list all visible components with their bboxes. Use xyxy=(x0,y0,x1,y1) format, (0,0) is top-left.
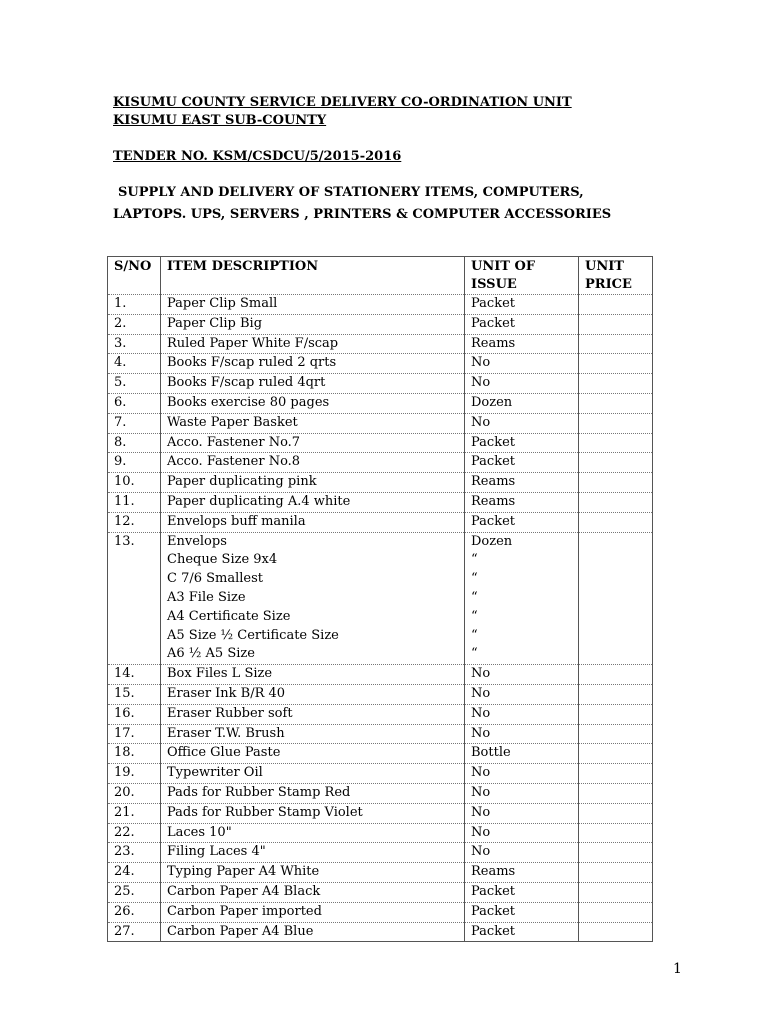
table-row xyxy=(108,492,653,512)
row-sno: 5. xyxy=(108,374,161,394)
row-description: Books exercise 80 pages xyxy=(161,393,465,413)
table-row xyxy=(108,922,653,942)
row-sno: 15. xyxy=(108,684,161,704)
items-table xyxy=(107,256,653,942)
row-unit-price xyxy=(579,823,653,843)
row-unit-price xyxy=(579,783,653,803)
table-row xyxy=(108,863,653,883)
row-unit-price xyxy=(579,433,653,453)
row-unit-of-issue: Reams xyxy=(465,492,579,512)
row-unit-price xyxy=(579,882,653,902)
table-row xyxy=(108,473,653,493)
row-sno: 9. xyxy=(108,453,161,473)
row-unit-line: “ xyxy=(471,608,478,624)
row-sno: 22. xyxy=(108,823,161,843)
row-unit-price xyxy=(579,512,653,532)
row-unit-price xyxy=(579,684,653,704)
row-unit-price xyxy=(579,922,653,942)
row-sno: 10. xyxy=(108,473,161,493)
row-description: Eraser T.W. Brush xyxy=(161,724,465,744)
row-sno: 11. xyxy=(108,492,161,512)
table-row xyxy=(108,882,653,902)
row-unit-of-issue: Reams xyxy=(465,334,579,354)
row-unit-line: “ xyxy=(471,646,478,662)
row-unit-price xyxy=(579,314,653,334)
table-row xyxy=(108,453,653,473)
table-row xyxy=(108,724,653,744)
table-row xyxy=(108,843,653,863)
table-header-row xyxy=(108,257,653,295)
row-sno: 6. xyxy=(108,393,161,413)
table-row xyxy=(108,413,653,433)
row-unit-of-issue: Packet xyxy=(465,922,579,942)
row-description: Paper duplicating A.4 white xyxy=(161,492,465,512)
row-sno: 14. xyxy=(108,665,161,685)
header-unit-line-2: ISSUE xyxy=(471,277,517,292)
title-line-2: KISUMU EAST SUB-COUNTY xyxy=(113,113,327,128)
row-description: Carbon Paper imported xyxy=(161,902,465,922)
row-unit-of-issue: No xyxy=(465,783,579,803)
header-unit-line-1: UNIT OF xyxy=(471,259,536,274)
row-unit-line: “ xyxy=(471,589,478,605)
row-description: Books F/scap ruled 4qrt xyxy=(161,374,465,394)
row-description-line: Cheque Size 9x4 xyxy=(167,552,278,568)
table-row xyxy=(108,902,653,922)
row-sno: 3. xyxy=(108,334,161,354)
row-description: Typewriter Oil xyxy=(161,764,465,784)
row-sno: 25. xyxy=(108,882,161,902)
subject-line-2: LAPTOPS. UPS, SERVERS , PRINTERS & COMPUTER ACCESSORIES xyxy=(113,207,612,222)
table-row xyxy=(108,334,653,354)
table-row xyxy=(108,823,653,843)
row-description: Box Files L Size xyxy=(161,665,465,685)
table-row xyxy=(108,512,653,532)
tender-number: TENDER NO. KSM/CSDCU/5/2015-2016 xyxy=(113,149,402,164)
row-unit-of-issue: No xyxy=(465,764,579,784)
table-row xyxy=(108,684,653,704)
row-unit-of-issue xyxy=(465,532,579,665)
header-sno: S/NO xyxy=(108,257,161,295)
row-description-line: Envelops xyxy=(167,533,227,549)
row-description: Filing Laces 4" xyxy=(161,843,465,863)
row-unit-of-issue: No xyxy=(465,823,579,843)
row-unit-of-issue: No xyxy=(465,724,579,744)
row-description: Books F/scap ruled 2 qrts xyxy=(161,354,465,374)
row-description: Pads for Rubber Stamp Violet xyxy=(161,803,465,823)
table-row xyxy=(108,803,653,823)
header-description: ITEM DESCRIPTION xyxy=(161,257,465,295)
table-row xyxy=(108,704,653,724)
tender-subject xyxy=(113,182,611,226)
row-unit-of-issue: No xyxy=(465,843,579,863)
row-description-line: A4 Certificate Size xyxy=(167,608,291,624)
row-unit-price xyxy=(579,902,653,922)
row-unit-price xyxy=(579,665,653,685)
row-description: Carbon Paper A4 Black xyxy=(161,882,465,902)
row-unit-price xyxy=(579,764,653,784)
row-unit-line: “ xyxy=(471,552,478,568)
header-unit-of-issue xyxy=(465,257,579,295)
row-description: Paper Clip Small xyxy=(161,295,465,315)
row-unit-of-issue: Reams xyxy=(465,863,579,883)
row-description: Ruled Paper White F/scap xyxy=(161,334,465,354)
row-unit-price xyxy=(579,473,653,493)
row-sno: 27. xyxy=(108,922,161,942)
table-row xyxy=(108,295,653,315)
row-unit-of-issue: No xyxy=(465,354,579,374)
row-unit-price xyxy=(579,532,653,665)
table-row xyxy=(108,665,653,685)
row-unit-price xyxy=(579,492,653,512)
row-description-line: A5 Size ½ Certificate Size xyxy=(167,627,339,643)
row-sno: 7. xyxy=(108,413,161,433)
table-row xyxy=(108,374,653,394)
row-unit-price xyxy=(579,724,653,744)
row-unit-price xyxy=(579,334,653,354)
header-price-line-2: PRICE xyxy=(585,277,632,292)
table-row xyxy=(108,532,653,665)
row-description: Eraser Rubber soft xyxy=(161,704,465,724)
row-sno: 20. xyxy=(108,783,161,803)
row-unit-of-issue: Packet xyxy=(465,512,579,532)
row-unit-of-issue: Packet xyxy=(465,314,579,334)
row-unit-price xyxy=(579,374,653,394)
row-description xyxy=(161,532,465,665)
row-description: Envelops buff manila xyxy=(161,512,465,532)
row-description-line: C 7/6 Smallest xyxy=(167,571,264,587)
table-row xyxy=(108,744,653,764)
row-sno: 8. xyxy=(108,433,161,453)
row-sno: 16. xyxy=(108,704,161,724)
header-price-line-1: UNIT xyxy=(585,259,624,274)
row-description: Typing Paper A4 White xyxy=(161,863,465,883)
row-unit-price xyxy=(579,453,653,473)
row-sno: 13. xyxy=(108,532,161,665)
table-row xyxy=(108,433,653,453)
row-unit-of-issue: Packet xyxy=(465,902,579,922)
table-row xyxy=(108,783,653,803)
row-sno: 19. xyxy=(108,764,161,784)
row-unit-of-issue: Reams xyxy=(465,473,579,493)
row-description-line: A6 ½ A5 Size xyxy=(167,646,255,662)
table-row xyxy=(108,314,653,334)
row-description: Laces 10" xyxy=(161,823,465,843)
row-description: Eraser Ink B/R 40 xyxy=(161,684,465,704)
row-sno: 24. xyxy=(108,863,161,883)
row-unit-price xyxy=(579,354,653,374)
title-line-1: KISUMU COUNTY SERVICE DELIVERY CO-ORDINATION UNIT xyxy=(113,95,572,110)
row-unit-price xyxy=(579,803,653,823)
row-description: Paper duplicating pink xyxy=(161,473,465,493)
row-unit-of-issue: No xyxy=(465,704,579,724)
row-unit-line: “ xyxy=(471,571,478,587)
table-row xyxy=(108,764,653,784)
row-sno: 1. xyxy=(108,295,161,315)
row-unit-of-issue: No xyxy=(465,374,579,394)
row-description: Acco. Fastener No.7 xyxy=(161,433,465,453)
row-description: Waste Paper Basket xyxy=(161,413,465,433)
row-unit-price xyxy=(579,295,653,315)
row-unit-price xyxy=(579,413,653,433)
row-unit-of-issue: Bottle xyxy=(465,744,579,764)
row-description: Carbon Paper A4 Blue xyxy=(161,922,465,942)
row-sno: 4. xyxy=(108,354,161,374)
page-number: 1 xyxy=(673,961,682,977)
row-unit-of-issue: No xyxy=(465,684,579,704)
row-sno: 18. xyxy=(108,744,161,764)
row-unit-of-issue: Packet xyxy=(465,295,579,315)
row-sno: 23. xyxy=(108,843,161,863)
row-description: Paper Clip Big xyxy=(161,314,465,334)
header-unit-price xyxy=(579,257,653,295)
subject-line-1: SUPPLY AND DELIVERY OF STATIONERY ITEMS, COMPUTERS, xyxy=(118,185,584,200)
row-sno: 17. xyxy=(108,724,161,744)
row-unit-price xyxy=(579,704,653,724)
row-sno: 12. xyxy=(108,512,161,532)
row-unit-of-issue: Packet xyxy=(465,433,579,453)
row-unit-line: Dozen xyxy=(471,533,513,549)
row-sno: 21. xyxy=(108,803,161,823)
row-description: Pads for Rubber Stamp Red xyxy=(161,783,465,803)
row-description: Acco. Fastener No.8 xyxy=(161,453,465,473)
row-unit-of-issue: Dozen xyxy=(465,393,579,413)
row-unit-price xyxy=(579,744,653,764)
row-description-line: A3 File Size xyxy=(167,589,246,605)
row-sno: 2. xyxy=(108,314,161,334)
row-description: Office Glue Paste xyxy=(161,744,465,764)
row-unit-of-issue: Packet xyxy=(465,453,579,473)
table-row xyxy=(108,393,653,413)
row-unit-of-issue: No xyxy=(465,665,579,685)
table-row xyxy=(108,354,653,374)
row-unit-of-issue: No xyxy=(465,413,579,433)
row-unit-price xyxy=(579,843,653,863)
row-unit-of-issue: No xyxy=(465,803,579,823)
row-sno: 26. xyxy=(108,902,161,922)
row-unit-price xyxy=(579,393,653,413)
row-unit-line: “ xyxy=(471,627,478,643)
row-unit-price xyxy=(579,863,653,883)
row-unit-of-issue: Packet xyxy=(465,882,579,902)
